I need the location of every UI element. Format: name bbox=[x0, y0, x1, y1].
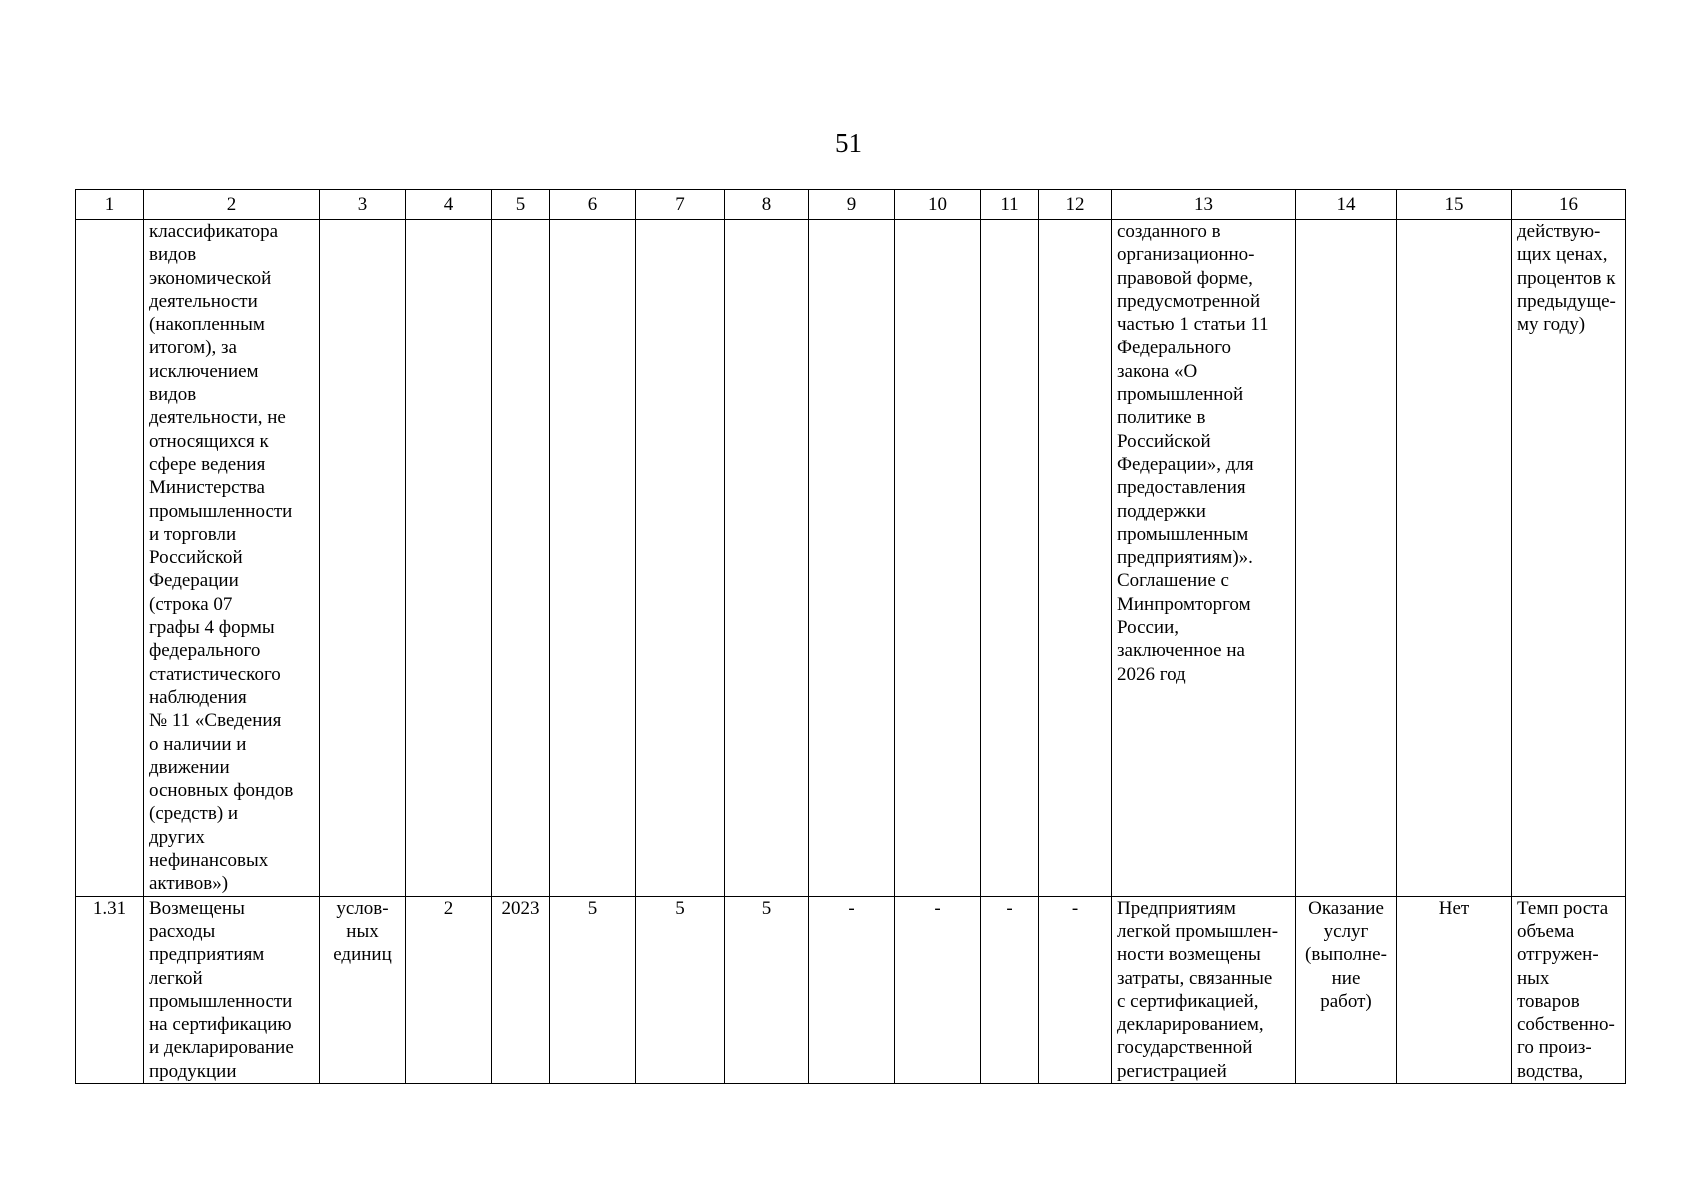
cell-line: затраты, связанные bbox=[1117, 967, 1273, 989]
cell-line: (средств) и bbox=[149, 803, 239, 825]
cell-line: на сертификацию bbox=[149, 1014, 292, 1036]
cell-line: объема bbox=[1517, 920, 1575, 942]
cell-col-6 bbox=[550, 220, 636, 897]
cell-line: Российской bbox=[149, 547, 243, 569]
cell-line: (накопленным bbox=[149, 314, 265, 336]
cell-line: услуг bbox=[1323, 920, 1369, 942]
cell-line: относящихся к bbox=[149, 430, 269, 452]
cell-result-description bbox=[1112, 896, 1296, 1083]
cell-col-12 bbox=[1039, 220, 1112, 897]
column-header-1: 1 bbox=[76, 190, 144, 220]
column-header-13: 13 bbox=[1112, 190, 1296, 220]
cell-line: продукции bbox=[149, 1060, 237, 1082]
cell-col-4 bbox=[406, 896, 492, 1083]
cell-line: декларированием, bbox=[1117, 1014, 1264, 1036]
cell-line: 5 bbox=[675, 897, 685, 919]
cell-line: регистрацией bbox=[1117, 1060, 1227, 1082]
cell-line: 5 bbox=[587, 897, 598, 919]
column-header-2: 2 bbox=[144, 190, 320, 220]
cell-base-year bbox=[492, 220, 550, 897]
cell-line: Федерации bbox=[149, 570, 239, 592]
cell-line: 1.31 bbox=[92, 897, 127, 919]
cell-line: заключенное на bbox=[1117, 640, 1245, 662]
cell-line: России, bbox=[1117, 617, 1180, 639]
column-header-14: 14 bbox=[1296, 190, 1397, 220]
cell-line: видов bbox=[149, 384, 197, 406]
cell-col-10 bbox=[895, 220, 981, 897]
cell-line: действую- bbox=[1517, 221, 1601, 242]
cell-line: отгружен- bbox=[1517, 944, 1599, 966]
cell-line: 2 bbox=[443, 897, 454, 919]
cell-unit bbox=[320, 896, 406, 1083]
cell-line: предприятиям)». bbox=[1117, 547, 1253, 569]
cell-line: государственной bbox=[1117, 1037, 1253, 1059]
cell-unit bbox=[320, 220, 406, 897]
cell-line: исключением bbox=[149, 360, 259, 382]
cell-line: 5 bbox=[761, 897, 772, 919]
cell-line: федерального bbox=[149, 640, 261, 662]
cell-col-7 bbox=[636, 220, 725, 897]
cell-line: Федерального bbox=[1117, 337, 1232, 359]
table-row-continuation bbox=[76, 220, 1626, 897]
column-header-11: 11 bbox=[981, 190, 1039, 220]
cell-col-10 bbox=[895, 896, 981, 1083]
cell-line: промышленным bbox=[1117, 523, 1249, 545]
cell-line: ности возмещены bbox=[1117, 944, 1261, 966]
cell-line: и декларирование bbox=[149, 1037, 294, 1059]
cell-line: предусмотренной bbox=[1117, 290, 1261, 312]
cell-indicator-name bbox=[144, 896, 320, 1083]
cell-line: других bbox=[149, 826, 205, 848]
page-number: 51 bbox=[835, 128, 862, 158]
cell-line: движении bbox=[149, 756, 230, 778]
cell-line: деятельности bbox=[149, 290, 258, 312]
cell-line: ных bbox=[1517, 967, 1550, 989]
cell-result-description bbox=[1112, 220, 1296, 897]
cell-col-15 bbox=[1397, 896, 1512, 1083]
cell-line: Предприятиям bbox=[1117, 897, 1236, 919]
column-header-3: 3 bbox=[320, 190, 406, 220]
cell-line: закона «О bbox=[1117, 360, 1198, 382]
cell-line: процентов к bbox=[1517, 267, 1616, 289]
cell-number bbox=[76, 896, 144, 1083]
cell-line: наблюдения bbox=[149, 686, 247, 708]
cell-line: промышленной bbox=[1117, 384, 1244, 406]
column-header-9: 9 bbox=[809, 190, 895, 220]
cell-line: промышленности bbox=[149, 990, 293, 1012]
cell-line: Нет bbox=[1438, 897, 1470, 919]
cell-line: ние bbox=[1331, 967, 1361, 989]
indicators-table bbox=[75, 189, 1626, 1084]
cell-col-9 bbox=[809, 896, 895, 1083]
cell-line: статистического bbox=[149, 663, 281, 685]
cell-line: с сертификацией, bbox=[1117, 990, 1259, 1012]
column-header-8: 8 bbox=[725, 190, 809, 220]
cell-line: легкой bbox=[149, 967, 203, 989]
cell-col-8 bbox=[725, 220, 809, 897]
cell-line: нефинансовых bbox=[149, 850, 269, 872]
cell-line: поддержки bbox=[1117, 500, 1206, 522]
cell-col-12 bbox=[1039, 896, 1112, 1083]
column-number-row bbox=[76, 190, 1626, 220]
cell-line: видов bbox=[149, 244, 197, 266]
cell-line: му году) bbox=[1517, 314, 1586, 336]
column-header-4: 4 bbox=[406, 190, 492, 220]
cell-line: промышленности bbox=[149, 500, 293, 522]
column-header-7: 7 bbox=[636, 190, 725, 220]
cell-line: ных bbox=[346, 920, 379, 942]
column-header-12: 12 bbox=[1039, 190, 1112, 220]
cell-col-16 bbox=[1512, 220, 1626, 897]
cell-line: предоставления bbox=[1117, 477, 1246, 499]
column-header-15: 15 bbox=[1397, 190, 1512, 220]
cell-col-4 bbox=[406, 220, 492, 897]
cell-line: собственно- bbox=[1517, 1014, 1615, 1036]
cell-number bbox=[76, 220, 144, 897]
cell-line: Минпромторгом bbox=[1117, 593, 1251, 615]
cell-line: предыдуще- bbox=[1517, 290, 1616, 312]
cell-line: (выполне- bbox=[1305, 944, 1387, 966]
cell-line: сфере ведения bbox=[149, 453, 266, 475]
cell-col-11 bbox=[981, 220, 1039, 897]
cell-line: 2026 год bbox=[1117, 663, 1186, 685]
cell-line: и торговли bbox=[149, 523, 237, 545]
cell-col-15 bbox=[1397, 220, 1512, 897]
cell-line: работ) bbox=[1320, 990, 1372, 1012]
cell-line: политике в bbox=[1117, 407, 1206, 429]
column-header-5: 5 bbox=[492, 190, 550, 220]
cell-line: - bbox=[1006, 897, 1013, 919]
cell-line: правовой форме, bbox=[1117, 267, 1253, 289]
cell-line: Соглашение с bbox=[1117, 570, 1229, 592]
cell-line: частью 1 статьи 11 bbox=[1117, 314, 1269, 336]
cell-line: № 11 «Сведения bbox=[149, 710, 282, 732]
cell-line: водства, bbox=[1517, 1060, 1584, 1082]
column-header-16: 16 bbox=[1512, 190, 1626, 220]
cell-line: Темп роста bbox=[1517, 897, 1609, 919]
cell-col-7 bbox=[636, 896, 725, 1083]
cell-line: - bbox=[934, 897, 941, 919]
cell-line: - bbox=[1071, 897, 1079, 919]
cell-col-6 bbox=[550, 896, 636, 1083]
cell-line: Возмещены bbox=[149, 897, 245, 919]
cell-line: расходы bbox=[149, 920, 216, 942]
cell-result-type bbox=[1296, 896, 1397, 1083]
cell-col-8 bbox=[725, 896, 809, 1083]
cell-line: товаров bbox=[1517, 990, 1580, 1012]
cell-line: организационно- bbox=[1117, 244, 1255, 266]
cell-col-16 bbox=[1512, 896, 1626, 1083]
cell-result-type bbox=[1296, 220, 1397, 897]
cell-line: активов») bbox=[149, 873, 229, 895]
cell-line: легкой промышлен- bbox=[1117, 920, 1279, 942]
cell-col-9 bbox=[809, 220, 895, 897]
cell-line: 2023 bbox=[501, 897, 540, 919]
cell-line: созданного в bbox=[1117, 221, 1221, 242]
cell-line: о наличии и bbox=[149, 733, 247, 755]
cell-line: графы 4 формы bbox=[149, 617, 275, 639]
cell-line: го произ- bbox=[1517, 1037, 1592, 1059]
cell-indicator-name bbox=[144, 220, 320, 897]
cell-line: деятельности, не bbox=[149, 407, 286, 429]
cell-line: основных фондов bbox=[149, 780, 294, 802]
cell-line: классификатора bbox=[149, 221, 279, 242]
table-row-1-31 bbox=[76, 896, 1626, 1083]
cell-line: Министерства bbox=[149, 477, 265, 499]
cell-line: Оказание bbox=[1308, 897, 1384, 919]
column-header-6: 6 bbox=[550, 190, 636, 220]
cell-line: - bbox=[848, 897, 855, 919]
cell-line: Федерации», для bbox=[1117, 453, 1254, 475]
cell-line: (строка 07 bbox=[149, 593, 233, 615]
cell-base-year bbox=[492, 896, 550, 1083]
cell-line: экономической bbox=[149, 267, 272, 289]
cell-line: щих ценах, bbox=[1517, 244, 1608, 266]
cell-col-11 bbox=[981, 896, 1039, 1083]
column-header-10: 10 bbox=[895, 190, 981, 220]
cell-line: услов- bbox=[336, 897, 389, 919]
cell-line: итогом), за bbox=[149, 337, 237, 359]
cell-line: предприятиям bbox=[149, 944, 265, 966]
cell-line: единиц bbox=[333, 944, 392, 966]
cell-line: Российской bbox=[1117, 430, 1211, 452]
